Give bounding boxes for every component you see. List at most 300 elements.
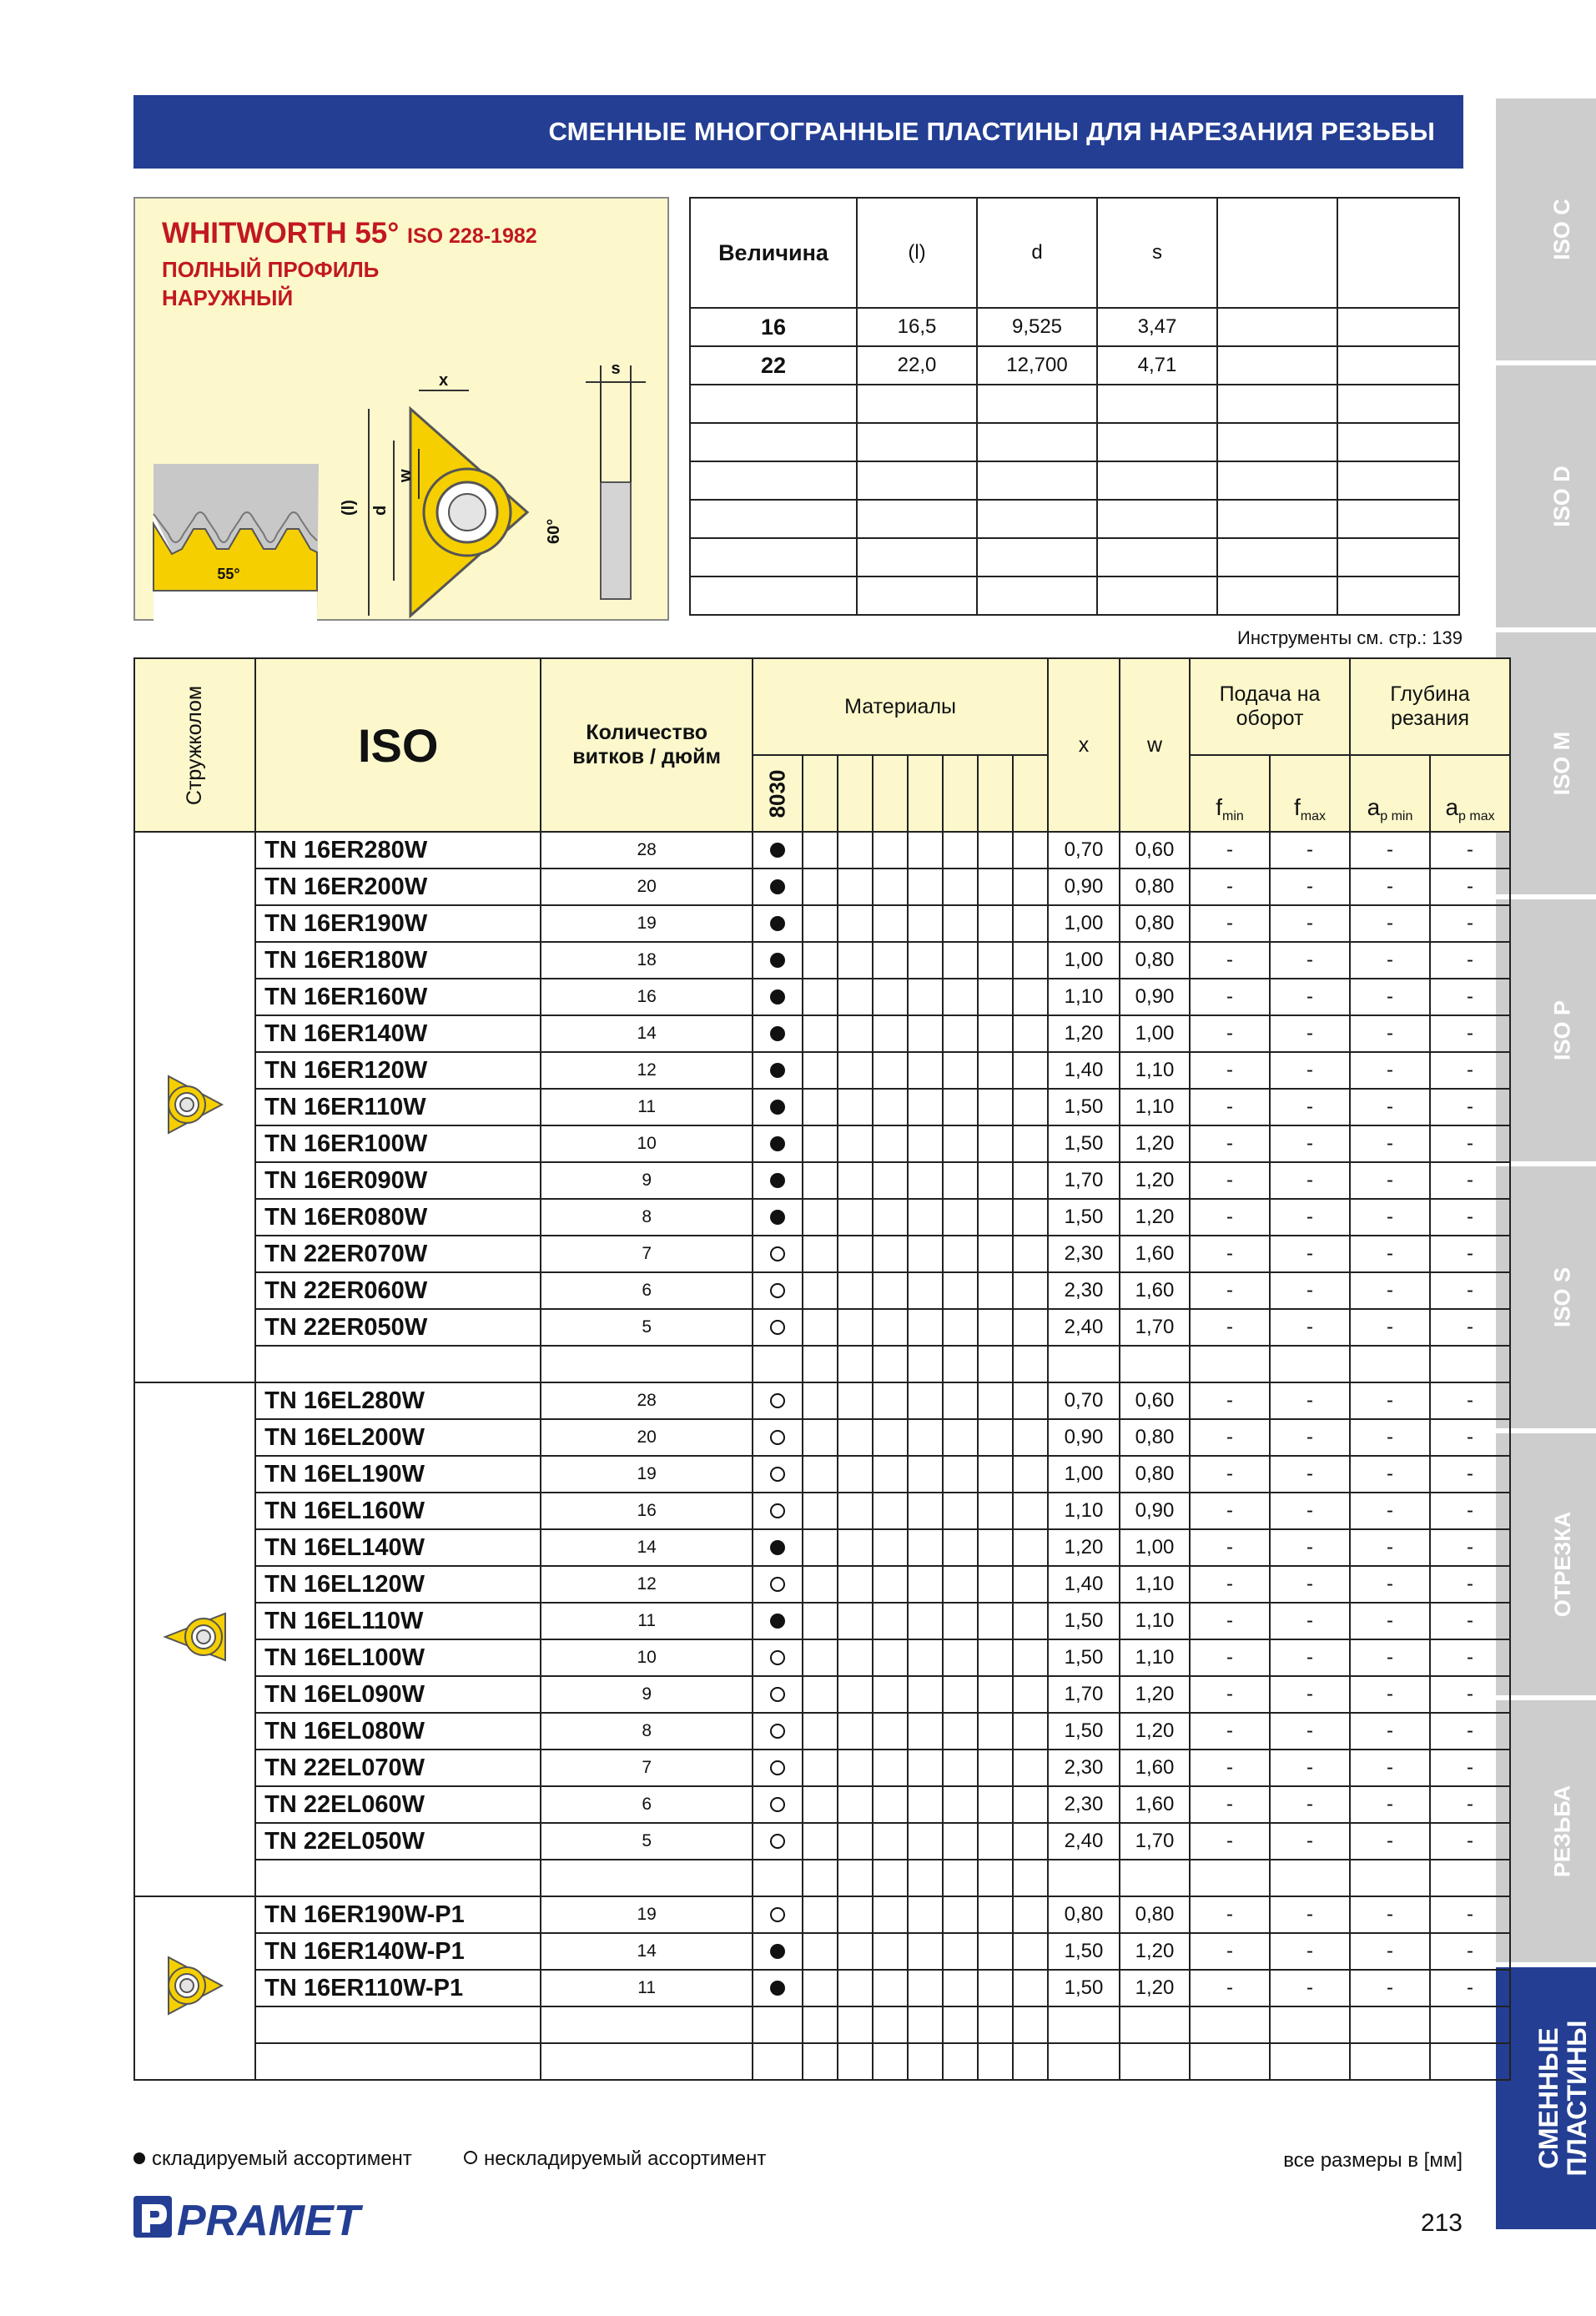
open-circle-icon [770, 1467, 785, 1482]
x-value-cell: 1,50 [1048, 1199, 1120, 1236]
table-row [134, 905, 1510, 942]
w-value-cell: 1,20 [1120, 1713, 1190, 1750]
x-value-cell: 1,70 [1048, 1676, 1120, 1713]
material-blank-cell [978, 1419, 1013, 1456]
material-blank-cell [803, 1603, 838, 1639]
cutting-data-cell: - [1430, 1236, 1510, 1272]
material-blank-cell [873, 942, 908, 979]
material-blank-cell [1013, 905, 1048, 942]
table-row [134, 1162, 1510, 1199]
material-blank-cell [978, 1713, 1013, 1750]
w-value-cell: 1,20 [1120, 1199, 1190, 1236]
dim-header-cell: Величина [690, 198, 857, 308]
x-value-cell: 1,50 [1048, 1603, 1120, 1639]
material-blank-cell [908, 979, 943, 1015]
cutting-data-cell: - [1270, 1750, 1350, 1786]
cutting-data-cell: - [1430, 905, 1510, 942]
cutting-data-cell: - [1350, 905, 1430, 942]
material-blank-cell [803, 832, 838, 868]
cutting-data-cell: - [1190, 1603, 1270, 1639]
profile-type: ПОЛНЫЙ ПРОФИЛЬ [162, 257, 380, 282]
table-row [134, 868, 1510, 905]
cutting-data-cell: - [1430, 1529, 1510, 1566]
iso-code-cell: TN 16EL080W [255, 1713, 541, 1750]
material-blank-cell [1013, 1639, 1048, 1676]
grade-8030-cell [753, 1860, 803, 1896]
material-blank-cell [838, 1052, 873, 1089]
material-blank-cell [908, 1896, 943, 1933]
cutting-data-cell: - [1430, 1970, 1510, 2006]
open-circle-icon [770, 1577, 785, 1592]
grade-8030-cell [753, 832, 803, 868]
dim-cell [1217, 461, 1337, 500]
material-blank-cell [838, 1456, 873, 1493]
side-tab-label: ОТРЕЗКА [1549, 1511, 1575, 1618]
material-blank-cell [908, 1493, 943, 1529]
material-blank-cell [838, 1933, 873, 1970]
material-blank-cell [873, 1456, 908, 1493]
table-row [134, 1346, 1510, 1382]
dim-cell [1337, 423, 1459, 461]
material-blank-cell [978, 1309, 1013, 1346]
thread-profile-diagram [135, 315, 669, 621]
filled-circle-icon [133, 2152, 145, 2164]
w-value-cell: 1,60 [1120, 1272, 1190, 1309]
dim-s-label: s [611, 360, 621, 378]
material-blank-cell [838, 1566, 873, 1603]
open-circle-icon [770, 1797, 785, 1812]
filled-circle-icon [770, 1981, 785, 1996]
open-circle-icon [770, 1503, 785, 1518]
material-blank-cell [873, 1970, 908, 2006]
x-value-cell: 1,00 [1048, 905, 1120, 942]
threads-per-inch-cell: 19 [541, 905, 753, 942]
material-blank-cell [803, 1933, 838, 1970]
cutting-data-cell: - [1430, 868, 1510, 905]
cutting-data-cell: - [1190, 1162, 1270, 1199]
pramet-logo [133, 2194, 375, 2245]
dim-cell [1337, 346, 1459, 385]
threads-per-inch-cell [541, 2006, 753, 2043]
threads-per-inch-cell: 12 [541, 1566, 753, 1603]
material-blank-cell [908, 1933, 943, 1970]
cutting-data-cell: - [1350, 1750, 1430, 1786]
legend-filled-label: складируемый ассортимент [152, 2147, 412, 2170]
x-value-cell: 1,00 [1048, 1456, 1120, 1493]
material-blank-cell [943, 1236, 978, 1272]
grade-8030-cell [753, 1896, 803, 1933]
material-blank-cell [1013, 1052, 1048, 1089]
material-blank-cell [838, 1529, 873, 1566]
cutting-data-cell: - [1430, 1676, 1510, 1713]
cutting-data-cell: - [1190, 1970, 1270, 2006]
material-blank-cell [1013, 868, 1048, 905]
x-value-cell: 2,30 [1048, 1272, 1120, 1309]
cutting-data-cell: - [1430, 1713, 1510, 1750]
units-note: все размеры в [мм] [1283, 2149, 1463, 2172]
material-blank-cell [978, 1346, 1013, 1382]
material-blank-cell [1013, 1162, 1048, 1199]
material-blank-cell [803, 1860, 838, 1896]
material-blank-cell [873, 1236, 908, 1272]
filled-circle-icon [770, 989, 785, 1004]
cutting-data-cell: - [1430, 1566, 1510, 1603]
cutting-data-cell [1350, 2006, 1430, 2043]
cutting-data-cell: - [1190, 1933, 1270, 1970]
cutting-data-cell: - [1350, 1272, 1430, 1309]
dim-cell: 16,5 [857, 308, 977, 346]
dim-cell [1097, 461, 1217, 500]
iso-code-cell: TN 16ER190W-P1 [255, 1896, 541, 1933]
cutting-data-cell: - [1190, 1896, 1270, 1933]
x-value-cell: 2,30 [1048, 1750, 1120, 1786]
material-blank-cell [838, 1493, 873, 1529]
cutting-data-cell: - [1430, 1309, 1510, 1346]
material-blank-cell [873, 1309, 908, 1346]
material-blank-cell [978, 1639, 1013, 1676]
table-row [134, 2043, 1510, 2080]
material-blank-cell [838, 1162, 873, 1199]
threads-per-inch-cell: 7 [541, 1750, 753, 1786]
material-blank-cell [1013, 1603, 1048, 1639]
threads-per-inch-cell: 20 [541, 868, 753, 905]
feed-header-line1: Подача на [1219, 682, 1321, 706]
side-tab-label: ISO P [1549, 999, 1575, 1061]
material-blank-cell [873, 1493, 908, 1529]
threads-per-inch-cell: 7 [541, 1236, 753, 1272]
cutting-data-cell: - [1350, 1015, 1430, 1052]
apmin-header [1350, 755, 1430, 832]
chip-breaker-header [134, 658, 255, 832]
x-value-cell: 1,50 [1048, 1970, 1120, 2006]
grade-8030-cell [753, 1933, 803, 1970]
material-blank-cell [1013, 1529, 1048, 1566]
material-blank-cell [943, 1529, 978, 1566]
cutting-data-cell: - [1350, 1382, 1430, 1419]
open-circle-icon [770, 1760, 785, 1775]
material-blank-cell [838, 905, 873, 942]
cutting-data-cell: - [1430, 1419, 1510, 1456]
material-blank-cell [803, 1970, 838, 2006]
w-value-cell: 1,20 [1120, 1125, 1190, 1162]
material-blank-cell [873, 1786, 908, 1823]
material-blank-cell [943, 1309, 978, 1346]
material-blank-cell [1013, 1896, 1048, 1933]
dim-cell [1217, 576, 1337, 615]
cutting-data-cell: - [1270, 1970, 1350, 2006]
table-row [134, 832, 1510, 868]
side-tab-1[interactable] [1496, 98, 1596, 360]
w-value-cell: 1,10 [1120, 1566, 1190, 1603]
x-value-cell: 0,90 [1048, 868, 1120, 905]
dim-header-cell: d [977, 198, 1097, 308]
table-row [134, 1125, 1510, 1162]
legend-open [464, 2147, 766, 2171]
material-blank-cell [943, 1860, 978, 1896]
open-circle-icon [770, 1834, 785, 1849]
material-blank-cell [943, 979, 978, 1015]
grade-8030-cell [753, 1823, 803, 1860]
dim-header-cell [1217, 198, 1337, 308]
w-value-cell: 0,80 [1120, 1456, 1190, 1493]
table-row [134, 1236, 1510, 1272]
cutting-data-cell [1270, 1346, 1350, 1382]
material-blank-cell [908, 1162, 943, 1199]
iso-code-cell: TN 16ER120W [255, 1052, 541, 1089]
material-blank-cell [1013, 1493, 1048, 1529]
filled-circle-icon [770, 1063, 785, 1078]
table-row [134, 1089, 1510, 1125]
grade-8030-cell [753, 1786, 803, 1823]
material-blank-cell [838, 1236, 873, 1272]
material-blank-cell [943, 1456, 978, 1493]
fmax-header-symbol: f [1294, 794, 1301, 820]
cutting-data-cell [1430, 1346, 1510, 1382]
materials-header: Материалы [753, 658, 1048, 755]
cutting-data-cell: - [1270, 1015, 1350, 1052]
material-blank-cell [908, 1419, 943, 1456]
threads-per-inch-cell [541, 1346, 753, 1382]
material-blank-cell [1013, 1382, 1048, 1419]
material-blank-cell [943, 2043, 978, 2080]
material-blank-cell [838, 832, 873, 868]
iso-code-cell: TN 16ER080W [255, 1199, 541, 1236]
table-row [134, 1052, 1510, 1089]
cutting-data-cell [1350, 1346, 1430, 1382]
material-blank-cell [908, 1309, 943, 1346]
dim-cell [690, 538, 857, 576]
material-blank-cell [943, 1382, 978, 1419]
iso-code-cell: TN 16ER110W-P1 [255, 1970, 541, 2006]
grade-8030-cell [753, 1676, 803, 1713]
material-blank-cell [873, 2006, 908, 2043]
w-value-cell: 0,90 [1120, 1493, 1190, 1529]
grade-8030-cell [753, 1639, 803, 1676]
material-blank-cell [873, 1162, 908, 1199]
material-blank-cell [908, 1750, 943, 1786]
side-tab-2[interactable] [1496, 365, 1596, 627]
grade-8030-cell [753, 1346, 803, 1382]
open-circle-icon [770, 1430, 785, 1445]
grade-8030-cell [753, 1089, 803, 1125]
dim-cell [1097, 423, 1217, 461]
profile-angle-label: 55° [217, 566, 240, 582]
iso-code-cell: TN 22EL050W [255, 1823, 541, 1860]
material-blank-cell [838, 1823, 873, 1860]
dim-cell [1097, 538, 1217, 576]
material-blank-cell [1013, 1346, 1048, 1382]
material-blank-cell [943, 1933, 978, 1970]
cutting-data-cell: - [1270, 1236, 1350, 1272]
material-blank-cell [943, 1419, 978, 1456]
material-blank-cell [838, 1015, 873, 1052]
filled-circle-icon [770, 953, 785, 968]
cutting-data-cell: - [1430, 1125, 1510, 1162]
material-blank-cell [873, 979, 908, 1015]
cutting-data-cell: - [1350, 1933, 1430, 1970]
dim-cell [1097, 500, 1217, 538]
material-blank-cell [908, 1860, 943, 1896]
material-blank-cell [803, 1419, 838, 1456]
material-blank-cell [943, 1162, 978, 1199]
grade-8030-cell [753, 1162, 803, 1199]
iso-header: ISO [255, 658, 541, 832]
table-row [134, 1603, 1510, 1639]
material-blank-cell [908, 2006, 943, 2043]
cutting-data-cell: - [1270, 942, 1350, 979]
table-row [134, 942, 1510, 979]
grade-8030-cell [753, 868, 803, 905]
cutting-data-cell: - [1430, 1272, 1510, 1309]
material-blank-cell [873, 1346, 908, 1382]
material-blank-cell [838, 1603, 873, 1639]
material-blank-cell [978, 1750, 1013, 1786]
threads-per-inch-cell: 28 [541, 832, 753, 868]
material-blank-cell [908, 1346, 943, 1382]
cutting-data-cell: - [1270, 1823, 1350, 1860]
grade-8030-cell [753, 1309, 803, 1346]
material-blank-cell [803, 1125, 838, 1162]
cutting-data-cell: - [1270, 1493, 1350, 1529]
cutting-data-cell: - [1430, 1933, 1510, 1970]
depth-header [1350, 658, 1510, 755]
table-row [134, 979, 1510, 1015]
cutting-data-cell: - [1350, 1713, 1430, 1750]
material-blank-cell [1013, 1970, 1048, 2006]
threads-per-inch-cell: 16 [541, 979, 753, 1015]
cutting-data-cell: - [1190, 1713, 1270, 1750]
material-blank-cell [978, 1823, 1013, 1860]
cutting-data-cell [1270, 2043, 1350, 2080]
cutting-data-cell: - [1350, 1529, 1430, 1566]
material-blank-cell [873, 1713, 908, 1750]
side-tab-label: СМЕННЫЕ ПЛАСТИНЫ [1533, 2020, 1592, 2177]
material-blank-cell [873, 1382, 908, 1419]
filled-circle-icon [770, 1944, 785, 1959]
dim-cell [1337, 576, 1459, 615]
cutting-data-cell: - [1190, 1052, 1270, 1089]
w-value-cell: 0,80 [1120, 868, 1190, 905]
iso-code-cell: TN 16EL190W [255, 1456, 541, 1493]
cutting-data-cell: - [1270, 905, 1350, 942]
depth-header-line2: резания [1391, 707, 1469, 730]
w-value-cell: 1,00 [1120, 1015, 1190, 1052]
table-row [134, 1823, 1510, 1860]
material-blank-cell [908, 1970, 943, 2006]
threads-header-line2: витков / дюйм [572, 745, 722, 768]
material-blank-cell [978, 868, 1013, 905]
material-blank-cell [978, 2006, 1013, 2043]
iso-code-cell: TN 16ER180W [255, 942, 541, 979]
material-blank-cell [1013, 1676, 1048, 1713]
dim-cell [977, 500, 1097, 538]
material-blank-cell [803, 1346, 838, 1382]
cutting-data-cell: - [1350, 832, 1430, 868]
threads-per-inch-cell: 20 [541, 1419, 753, 1456]
iso-code-cell: TN 22EL070W [255, 1750, 541, 1786]
dim-row [690, 346, 1459, 385]
table-row [134, 1309, 1510, 1346]
cutting-data-cell: - [1270, 979, 1350, 1015]
cutting-data-cell: - [1270, 1529, 1350, 1566]
w-value-cell: 1,10 [1120, 1639, 1190, 1676]
dim-cell [977, 385, 1097, 423]
cutting-data-cell: - [1430, 832, 1510, 868]
material-blank-cell [803, 1529, 838, 1566]
dim-row [690, 500, 1459, 538]
material-blank-cell [908, 868, 943, 905]
x-value-cell: 1,20 [1048, 1529, 1120, 1566]
material-blank-cell [803, 1162, 838, 1199]
material-blank-cell [943, 1052, 978, 1089]
material-blank-cell [873, 1566, 908, 1603]
cutting-data-cell: - [1430, 1750, 1510, 1786]
material-blank-cell [838, 868, 873, 905]
material-blank-cell [908, 1125, 943, 1162]
x-value-cell: 1,50 [1048, 1933, 1120, 1970]
cutting-data-cell: - [1190, 1236, 1270, 1272]
cutting-data-cell: - [1350, 1309, 1430, 1346]
material-blank-header [838, 755, 873, 832]
material-blank-cell [908, 1566, 943, 1603]
cutting-data-cell: - [1190, 1089, 1270, 1125]
iso-code-cell: TN 16EL110W [255, 1603, 541, 1639]
pramet-logo-icon [133, 2194, 375, 2241]
dim-cell [1337, 538, 1459, 576]
material-blank-header [908, 755, 943, 832]
material-blank-cell [873, 868, 908, 905]
open-circle-icon [770, 1650, 785, 1665]
material-blank-cell [1013, 1309, 1048, 1346]
threads-per-inch-cell: 11 [541, 1089, 753, 1125]
x-value-cell: 0,70 [1048, 1382, 1120, 1419]
dim-cell: 16 [690, 308, 857, 346]
threads-per-inch-cell: 16 [541, 1493, 753, 1529]
cutting-data-cell: - [1190, 979, 1270, 1015]
w-value-cell: 1,10 [1120, 1052, 1190, 1089]
material-blank-cell [803, 1639, 838, 1676]
material-blank-cell [838, 1970, 873, 2006]
iso-code-cell: TN 16ER090W [255, 1162, 541, 1199]
grade-8030-cell [753, 1750, 803, 1786]
w-value-cell [1120, 2043, 1190, 2080]
material-blank-cell [908, 2043, 943, 2080]
dim-cell [1217, 308, 1337, 346]
x-value-cell: 2,40 [1048, 1823, 1120, 1860]
x-value-cell [1048, 2006, 1120, 2043]
grade-8030-cell [753, 1713, 803, 1750]
material-blank-cell [978, 1456, 1013, 1493]
x-value-cell: 1,00 [1048, 942, 1120, 979]
material-blank-cell [838, 2043, 873, 2080]
material-blank-cell [908, 905, 943, 942]
material-blank-cell [908, 1603, 943, 1639]
material-blank-cell [943, 1970, 978, 2006]
x-value-cell [1048, 1346, 1120, 1382]
material-blank-cell [978, 1603, 1013, 1639]
cutting-data-cell: - [1430, 1786, 1510, 1823]
table-row [134, 1529, 1510, 1566]
table-row [134, 1933, 1510, 1970]
material-blank-header [978, 755, 1013, 832]
material-blank-cell [978, 1529, 1013, 1566]
grade-8030-cell [753, 1272, 803, 1309]
material-blank-cell [873, 1052, 908, 1089]
material-blank-cell [873, 1676, 908, 1713]
x-value-cell: 1,50 [1048, 1639, 1120, 1676]
dim-cell [1097, 385, 1217, 423]
w-value-cell: 0,80 [1120, 905, 1190, 942]
